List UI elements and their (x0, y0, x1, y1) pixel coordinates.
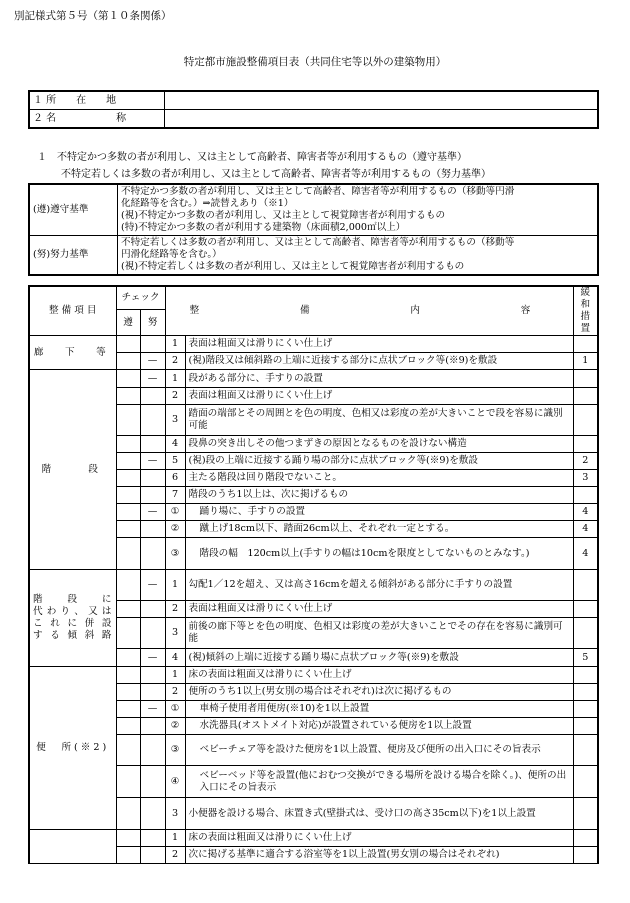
item-text: 小便器を設ける場合、床置き式(壁掛式は、受け口の高さ35cm以下)を1以上設置 (185, 798, 573, 830)
item-text: 表面は粗面又は滑りにくい仕上げ (185, 336, 573, 353)
relax-cell: 1 (573, 353, 598, 370)
item-text: 表面は粗面又は滑りにくい仕上げ (185, 601, 573, 618)
check-effort[interactable] (140, 798, 165, 830)
item-number: 3 (165, 798, 185, 830)
item-number: 1 (165, 667, 185, 684)
category-corridor: 廊 下 等 (29, 336, 116, 370)
item-number: 6 (165, 470, 185, 487)
relax-cell (573, 766, 598, 798)
section-line-1: １ 不特定かつ多数の者が利用し、又は主として高齢者、障害者等が利用するもの（遵守基準） (37, 152, 467, 163)
address-field[interactable] (165, 91, 599, 110)
check-effort[interactable] (140, 830, 165, 847)
item-number: 2 (165, 388, 185, 405)
check-effort[interactable] (140, 718, 165, 735)
category-ramp-line: 代わり、又は (33, 606, 113, 617)
item-number: 2 (165, 601, 185, 618)
relax-cell: 4 (573, 521, 598, 538)
relax-cell: 4 (573, 504, 598, 521)
check-mandatory[interactable] (116, 436, 140, 453)
name-field[interactable] (165, 110, 599, 129)
item-text: 階段のうち1以上は、次に掲げるもの (185, 487, 573, 504)
item-number: 1 (165, 830, 185, 847)
check-mandatory[interactable] (116, 405, 140, 436)
item-text: 勾配1／12を超え、又は高さ16cmを超える傾斜がある部分に手すりの設置 (185, 570, 573, 601)
item-text: 次に掲げる基準に適合する浴室等を1以上設置(男女別の場合はそれぞれ) (185, 847, 573, 864)
check-effort[interactable] (140, 847, 165, 864)
check-mandatory[interactable] (116, 570, 140, 601)
category-ramp-line: これに併設 (33, 618, 113, 629)
form-number: 別記様式第５号（第１０条関係） (14, 10, 172, 22)
header-check: チェック (116, 286, 165, 310)
category-ramp (29, 570, 116, 667)
check-effort-dash: — (140, 370, 165, 388)
item-number: 3 (165, 618, 185, 649)
section-heading (37, 149, 491, 183)
item-text: 便所のうち1以上(男女別の場合はそれぞれ)は次に掲げるもの (185, 684, 573, 701)
item-text: (視)傾斜の上端に近接する踊り場に点状ブロック等(※9)を敷設 (185, 649, 573, 667)
check-effort[interactable] (140, 735, 165, 766)
check-effort[interactable] (140, 487, 165, 504)
item-text: 蹴上げ18cm以下、踏面26cm以上、それぞれ一定とする。 (185, 521, 573, 538)
header-item: 整 備 項 目 (29, 286, 116, 336)
item-text: 表面は粗面又は滑りにくい仕上げ (185, 388, 573, 405)
check-effort[interactable] (140, 667, 165, 684)
item-text: ベビーベッド等を設置(他におむつ交換ができる場所を設ける場合を除く。)、便所の出入口にその旨表示 (185, 766, 573, 798)
item-number: 1 (165, 336, 185, 353)
check-mandatory[interactable] (116, 601, 140, 618)
check-effort[interactable] (140, 470, 165, 487)
relax-cell (573, 370, 598, 388)
category-toilet: 便 所(※2) (29, 667, 116, 830)
relax-cell (573, 847, 598, 864)
item-number: ① (165, 504, 185, 521)
name-label: ２ 名 称 (29, 110, 165, 129)
legend-table (28, 183, 599, 276)
check-effort[interactable] (140, 684, 165, 701)
legend-line: 化経路等を含む。）⇒読替えあり（※1） (121, 198, 294, 209)
item-text: 水洗器具(オストメイト対応)が設置されている便房を1以上設置 (185, 718, 573, 735)
check-mandatory[interactable] (116, 388, 140, 405)
category-stairs: 階 段 (29, 370, 116, 570)
category-ramp-line: する傾斜路 (33, 630, 113, 641)
item-number: 4 (165, 436, 185, 453)
header-content: 整 備 内 容 (165, 286, 573, 336)
legend-line: (特)不特定かつ多数の者が利用する建築物（床面積2,000㎡以上） (121, 222, 406, 233)
item-number: ③ (165, 538, 185, 570)
header-check-effort: 努 (140, 310, 165, 336)
relax-cell (573, 405, 598, 436)
legend-key-mandatory: (遵)遵守基準 (29, 184, 118, 236)
item-number: 3 (165, 405, 185, 436)
item-number: ③ (165, 735, 185, 766)
check-effort[interactable] (140, 618, 165, 649)
category-ramp-line: 階 段 に (33, 594, 113, 605)
check-effort[interactable] (140, 405, 165, 436)
check-effort[interactable] (140, 336, 165, 353)
item-number: 4 (165, 649, 185, 667)
item-number: ② (165, 521, 185, 538)
relax-cell: 2 (573, 453, 598, 470)
item-text: 踊り場に、手すりの設置 (185, 504, 573, 521)
relax-cell (573, 570, 598, 601)
item-number: ④ (165, 766, 185, 798)
checklist-table (28, 285, 599, 864)
check-effort-dash: — (140, 570, 165, 601)
item-text: 床の表面は粗面又は滑りにくい仕上げ (185, 667, 573, 684)
legend-desc-mandatory (118, 184, 599, 236)
item-text: 床の表面は粗面又は滑りにくい仕上げ (185, 830, 573, 847)
item-text: 踏面の端部とその周囲とを色の明度、色相又は彩度の差が大きいことで段を容易に識別可能 (185, 405, 573, 436)
check-effort-dash: — (140, 701, 165, 718)
item-text: 段がある部分に、手すりの設置 (185, 370, 573, 388)
check-mandatory[interactable] (116, 701, 140, 718)
relax-cell (573, 684, 598, 701)
item-number: 2 (165, 684, 185, 701)
check-effort-dash: — (140, 353, 165, 370)
relax-cell (573, 336, 598, 353)
legend-desc-effort (118, 236, 599, 276)
header-relax: 緩和措置 (573, 286, 598, 336)
check-effort[interactable] (140, 538, 165, 570)
check-mandatory[interactable] (116, 487, 140, 504)
check-mandatory[interactable] (116, 684, 140, 701)
check-mandatory[interactable] (116, 830, 140, 847)
item-number: 5 (165, 453, 185, 470)
relax-cell: 5 (573, 649, 598, 667)
check-effort-dash: — (140, 453, 165, 470)
check-mandatory[interactable] (116, 521, 140, 538)
check-mandatory[interactable] (116, 538, 140, 570)
item-number: 2 (165, 353, 185, 370)
check-mandatory[interactable] (116, 370, 140, 388)
item-text: 車椅子使用者用便房(※10)を1以上設置 (185, 701, 573, 718)
check-mandatory[interactable] (116, 847, 140, 864)
relax-cell (573, 830, 598, 847)
check-mandatory[interactable] (116, 470, 140, 487)
relax-cell (573, 601, 598, 618)
item-number: 1 (165, 570, 185, 601)
item-text: 段鼻の突き出しその他つまずきの原因となるものを設けない構造 (185, 436, 573, 453)
item-text: 主たる階段は回り階段でないこと。 (185, 470, 573, 487)
check-effort[interactable] (140, 521, 165, 538)
relax-cell (573, 667, 598, 684)
relax-cell: 4 (573, 538, 598, 570)
check-mandatory[interactable] (116, 667, 140, 684)
legend-line: (視)不特定かつ多数の者が利用し、又は主として視覚障害者が利用するもの (121, 210, 446, 221)
info-table (28, 90, 599, 129)
relax-cell (573, 618, 598, 649)
check-effort[interactable] (140, 766, 165, 798)
item-text: (視)階段又は傾斜路の上端に近接する部分に点状ブロック等(※9)を敷設 (185, 353, 573, 370)
check-mandatory[interactable] (116, 649, 140, 667)
relax-cell (573, 798, 598, 830)
header-check-mandatory: 遵 (116, 310, 140, 336)
item-number: ② (165, 718, 185, 735)
check-mandatory[interactable] (116, 735, 140, 766)
relax-cell (573, 718, 598, 735)
page-title: 特定都市施設整備項目表（共同住宅等以外の建築物用） (183, 56, 447, 68)
check-effort[interactable] (140, 436, 165, 453)
address-label: １ 所 在 地 (29, 91, 165, 110)
item-text: (視)段の上端に近接する踊り場の部分に点状ブロック等(※9)を敷設 (185, 453, 573, 470)
check-mandatory[interactable] (116, 766, 140, 798)
check-effort[interactable] (140, 601, 165, 618)
legend-line: (視)不特定若しくは多数の者が利用し、又は主として視覚障害者が利用するもの (121, 261, 465, 272)
relax-cell (573, 735, 598, 766)
check-effort-dash: — (140, 649, 165, 667)
check-mandatory[interactable] (116, 504, 140, 521)
category-bath (29, 830, 116, 864)
legend-line: 円滑化経路等を含む。） (121, 249, 222, 260)
legend-line: 不特定若しくは多数の者が利用し、又は主として高齢者、障害者等が利用するもの（移動等 (121, 237, 515, 248)
check-effort-dash: — (140, 504, 165, 521)
check-mandatory[interactable] (116, 453, 140, 470)
check-effort[interactable] (140, 388, 165, 405)
relax-cell (573, 436, 598, 453)
check-mandatory[interactable] (116, 353, 140, 370)
check-mandatory[interactable] (116, 618, 140, 649)
item-number: 2 (165, 847, 185, 864)
item-number: 7 (165, 487, 185, 504)
check-mandatory[interactable] (116, 798, 140, 830)
check-mandatory[interactable] (116, 336, 140, 353)
legend-line: 不特定かつ多数の者が利用し、又は主として高齢者、障害者等が利用するもの（移動等円滑 (121, 186, 515, 197)
check-mandatory[interactable] (116, 718, 140, 735)
relax-cell: 3 (573, 470, 598, 487)
relax-cell (573, 388, 598, 405)
item-number: 1 (165, 370, 185, 388)
item-text: ベビーチェア等を設けた便房を1以上設置、便房及び便所の出入口にその旨表示 (185, 735, 573, 766)
item-number: ① (165, 701, 185, 718)
legend-key-effort: (努)努力基準 (29, 236, 118, 276)
relax-cell (573, 701, 598, 718)
relax-cell (573, 487, 598, 504)
item-text: 階段の幅 120cm以上(手すりの幅は10cmを限度としてないものとみなす。) (185, 538, 573, 570)
item-text: 前後の廊下等とを色の明度、色相又は彩度の差が大きいことでその存在を容易に識別可能 (185, 618, 573, 649)
section-line-2: 不特定若しくは多数の者が利用し、又は主として高齢者、障害者等が利用するもの（努力基準） (61, 169, 491, 180)
